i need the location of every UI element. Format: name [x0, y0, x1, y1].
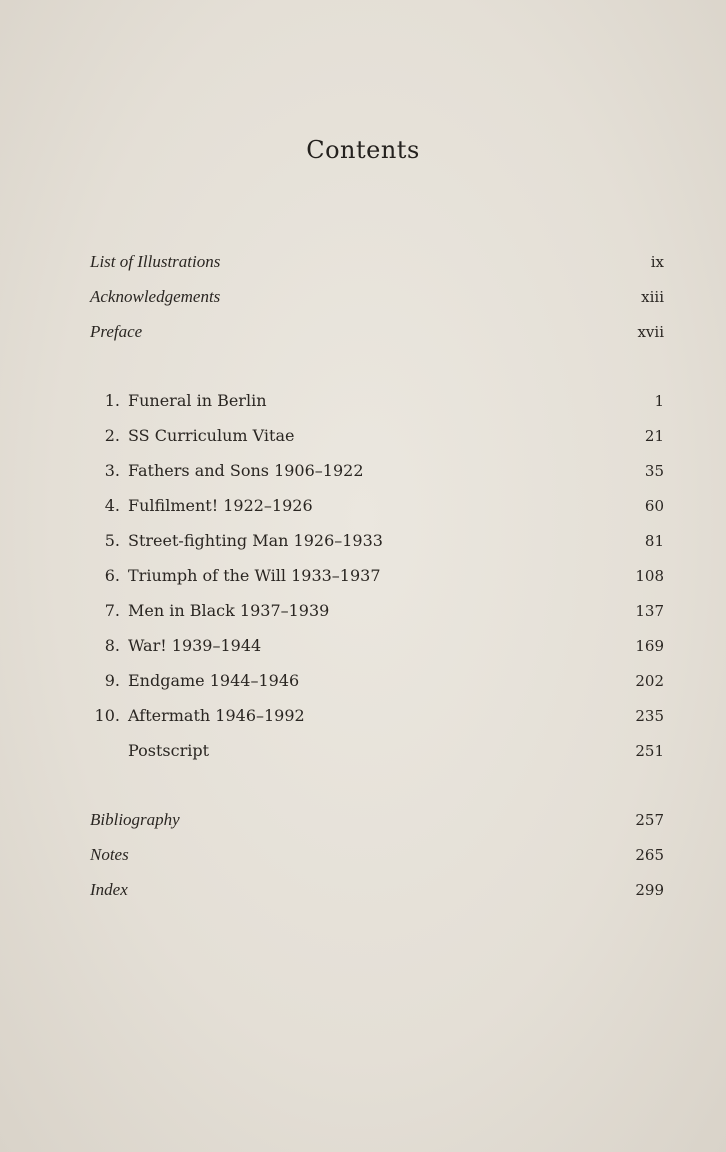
chapter-page: 169 [635, 637, 664, 655]
entry-label: Bibliography [90, 810, 180, 829]
entry-page: 257 [635, 811, 664, 829]
toc-chapter-7[interactable] [90, 601, 664, 627]
toc-entry-acknowledgements[interactable] [90, 287, 664, 313]
chapter-title: Men in Black 1937–1939 [128, 601, 330, 620]
chapter-page: 108 [635, 567, 664, 585]
entry-label: List of Illustrations [90, 252, 221, 271]
chapter-page: 251 [635, 742, 664, 760]
entry-page: xiii [641, 288, 664, 306]
chapter-title: Postscript [128, 741, 209, 760]
page-title: Contents [306, 136, 420, 164]
toc-chapter-3[interactable] [90, 461, 664, 487]
toc-chapter-2[interactable] [90, 426, 664, 452]
entry-page: 265 [635, 846, 664, 864]
chapter-title: Aftermath 1946–1992 [128, 706, 305, 725]
chapter-number: 4. [104, 496, 120, 515]
chapter-page: 60 [644, 497, 664, 515]
chapter-number: 5. [104, 531, 120, 550]
chapter-number: 1. [104, 391, 120, 410]
toc-entry-bibliography[interactable] [90, 810, 664, 836]
toc-postscript[interactable] [90, 741, 664, 767]
chapter-title: Funeral in Berlin [128, 391, 267, 410]
toc-chapter-1[interactable] [90, 391, 664, 417]
toc-chapter-4[interactable] [90, 496, 664, 522]
entry-page: ix [650, 253, 664, 271]
toc-entry-preface[interactable] [90, 322, 664, 348]
toc-entry-notes[interactable] [90, 845, 664, 871]
chapter-number: 7. [104, 601, 120, 620]
toc-chapter-10[interactable] [90, 706, 664, 732]
entry-label: Acknowledgements [90, 287, 221, 306]
toc-chapter-9[interactable] [90, 671, 664, 697]
chapter-number: 3. [104, 461, 120, 480]
chapter-number: 8. [104, 636, 120, 655]
chapter-number: 2. [104, 426, 120, 445]
chapter-page: 1 [654, 392, 664, 410]
entry-label: Preface [90, 322, 143, 341]
chapter-title: SS Curriculum Vitae [128, 426, 295, 445]
toc-chapter-8[interactable] [90, 636, 664, 662]
chapter-number: 10. [94, 706, 120, 725]
chapter-page: 81 [644, 532, 664, 550]
chapter-title: War! 1939–1944 [128, 636, 262, 655]
chapter-page: 21 [644, 427, 664, 445]
toc-entry-list-of-illustrations[interactable] [90, 252, 664, 278]
entry-label: Notes [90, 845, 129, 864]
chapter-page: 235 [635, 707, 664, 725]
chapter-page: 202 [635, 672, 664, 690]
chapter-page: 35 [644, 462, 664, 480]
entry-label: Index [90, 880, 128, 899]
chapter-number: 6. [104, 566, 120, 585]
chapter-title: Endgame 1944–1946 [128, 671, 300, 690]
toc-entry-index[interactable] [90, 880, 664, 906]
chapter-title: Triumph of the Will 1933–1937 [128, 566, 381, 585]
chapter-title: Fulfilment! 1922–1926 [128, 496, 313, 515]
toc-chapter-5[interactable] [90, 531, 664, 557]
chapter-title: Fathers and Sons 1906–1922 [128, 461, 364, 480]
chapter-page: 137 [635, 602, 664, 620]
entry-page: 299 [635, 881, 664, 899]
toc-chapter-6[interactable] [90, 566, 664, 592]
chapter-title: Street-fighting Man 1926–1933 [128, 531, 383, 550]
chapter-number: 9. [104, 671, 120, 690]
entry-page: xvii [637, 323, 664, 341]
